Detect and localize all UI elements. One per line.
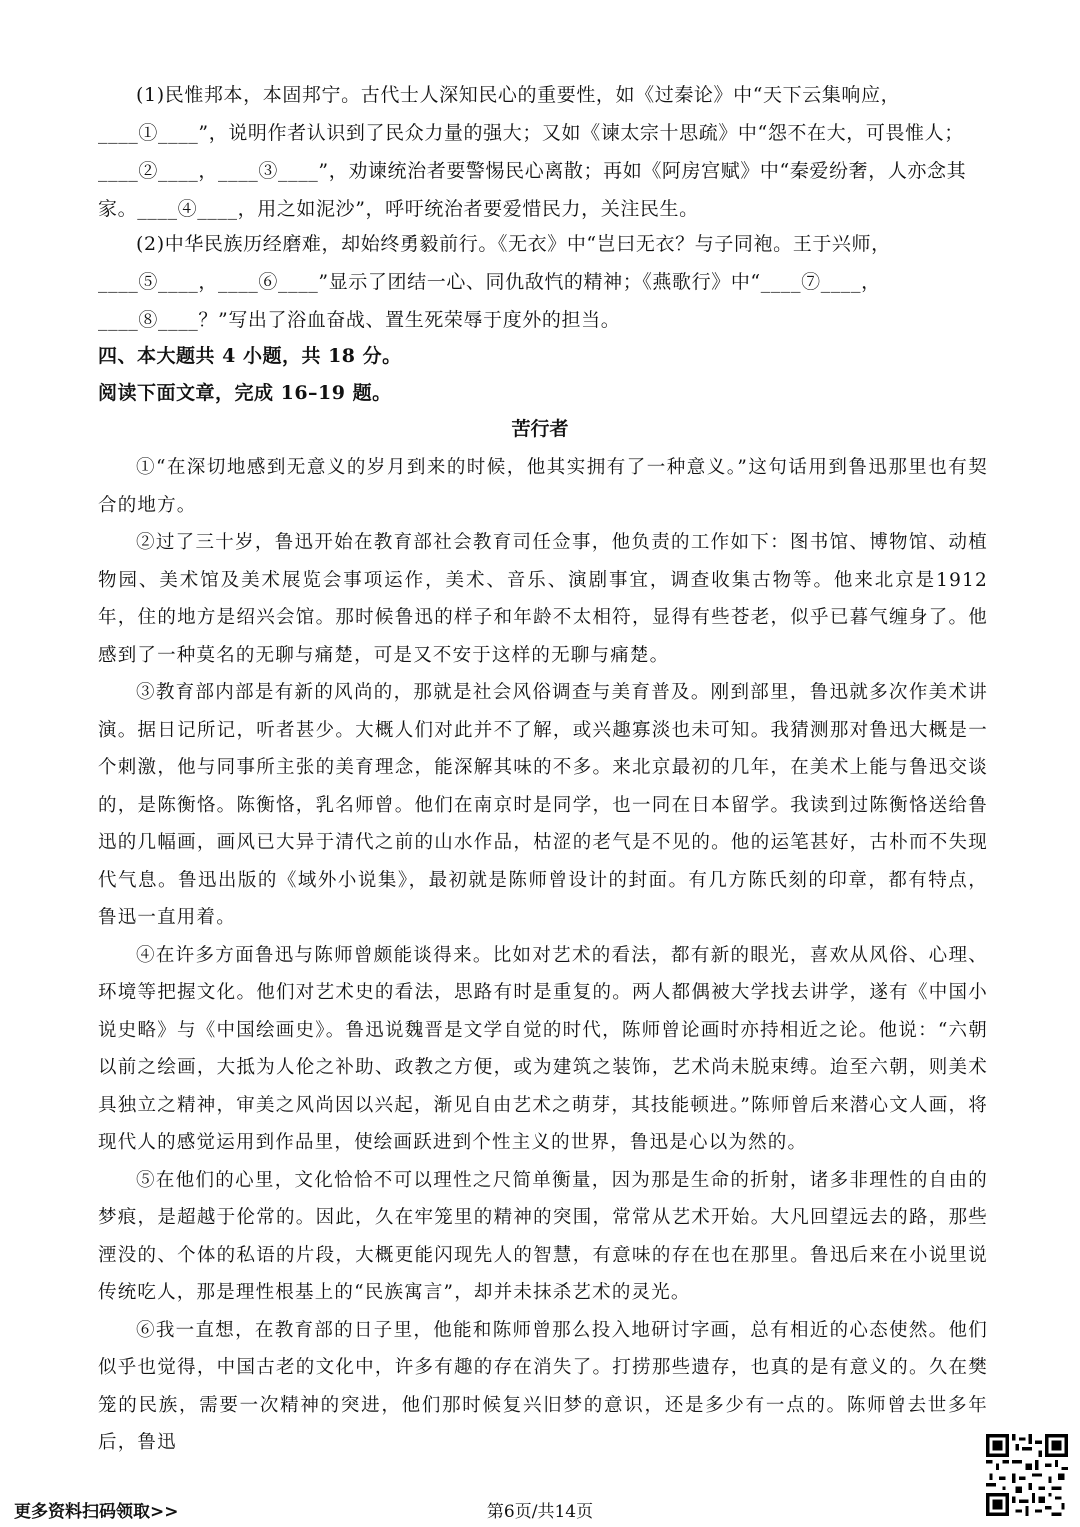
article-paragraph-1: ①“在深切地感到无意义的岁月到来的时候，他其实拥有了一种意义。”这句话用到鲁迅那里也有契合的地方。 bbox=[98, 457, 988, 516]
question-15-part1 bbox=[98, 76, 988, 228]
question-15-part1-text: (1)民惟邦本，本固邦宁。古代士人深知民心的重要性，如《过秦论》中“天下云集响应，____①____”，说明作者认识到了民众力量的强大；又如《谏太宗十思疏》中“怨不在大，可畏惟人；____②____，____③____”，劝谏统治者要警惕民心离散；再如《阿房宫赋》中“秦爱纷奢，人亦念其家。____④____，用之如泥沙”，呼吁统治者要爱惜民力，关注民生。 bbox=[98, 84, 967, 220]
article-paragraph-5: ⑤在他们的心里，文化恰恰不可以理性之尺简单衡量，因为那是生命的折射，诸多非理性的自由的梦痕，是超越于伦常的。因此，久在牢笼里的精神的突围，常常从艺术开始。大凡回望远去的路，那些湮没的、个体的私语的片段，大概更能闪现先人的智慧，有意味的存在也在那里。鲁迅后来在小说里说传统吃人，那是理性根基上的“民族寓言”，却并未抹杀艺术的灵光。 bbox=[98, 1169, 988, 1303]
footer-promo-text: 更多资料扫码领取>> bbox=[14, 1502, 179, 1522]
article-paragraph-4: ④在许多方面鲁迅与陈师曾颇能谈得来。比如对艺术的看法，都有新的眼光，喜欢从风俗、心理、环境等把握文化。他们对艺术史的看法，思路有时是重复的。两人都偶被大学找去讲学，遂有《中国小说史略》与《中国绘画史》。鲁迅说魏晋是文学自觉的时代，陈师曾论画时亦持相近之论。他说：“六朝以前之绘画，大抵为人伦之补助、政教之方便，或为建筑之装饰，艺术尚未脱束缚。迨至六朝，则美术具独立之精神，审美之风尚因以兴起，渐见自由艺术之萌芽，其技能顿进。”陈师曾后来潜心文人画，将现代人的感觉运用到作品里，使绘画跃进到个性主义的世界，鲁迅是心以为然的。 bbox=[98, 944, 988, 1153]
section-heading: 四、本大题共 4 小题，共 18 分。 bbox=[98, 345, 402, 367]
page-number: 第6页/共14页 bbox=[486, 1502, 594, 1522]
article-paragraph-6: ⑥我一直想，在教育部的日子里，他能和陈师曾那么投入地研讨字画，总有相近的心态使然。他们似乎也觉得，中国古老的文化中，许多有趣的存在消失了。打捞那些遗存，也真的是有意义的。久在樊笼的民族，需要一次精神的突进，他们那时候复兴旧梦的意识，还是多少有一点的。陈师曾去世多年后，鲁迅 bbox=[98, 1319, 988, 1453]
question-15-part2-text: (2)中华民族历经磨难，却始终勇毅前行。《无衣》中“岂曰无衣？与子同袍。王于兴师，____⑤____，____⑥____”显示了团结一心、同仇敌忾的精神；《燕歌行》中“____⑦____，____⑧____？”写出了浴血奋战、置生死荣辱于度外的担当。 bbox=[98, 233, 891, 331]
article-title: 苦行者 bbox=[511, 418, 569, 440]
qr-code-icon bbox=[986, 1434, 1068, 1516]
section-instruction: 阅读下面文章，完成 16–19 题。 bbox=[98, 382, 392, 404]
article-body bbox=[98, 449, 988, 1462]
article-paragraph-3: ③教育部内部是有新的风尚的，那就是社会风俗调查与美育普及。刚到部里，鲁迅就多次作美术讲演。据日记所记，听者甚少。大概人们对此并不了解，或兴趣寡淡也未可知。我猜测那对鲁迅大概是一个刺激，他与同事所主张的美育理念，能深解其味的不多。来北京最初的几年，在美术上能与鲁迅交谈的，是陈衡恪。陈衡恪，乳名师曾。他们在南京时是同学，也一同在日本留学。我读到过陈衡恪送给鲁迅的几幅画，画风已大异于清代之前的山水作品，枯涩的老气是不见的。他的运笔甚好，古朴而不失现代气息。鲁迅出版的《域外小说集》，最初就是陈师曾设计的封面。有几方陈氏刻的印章，都有特点，鲁迅一直用着。 bbox=[98, 682, 988, 928]
question-15-part2 bbox=[98, 225, 988, 339]
article-paragraph-2: ②过了三十岁，鲁迅开始在教育部社会教育司任佥事，他负责的工作如下：图书馆、博物馆、动植物园、美术馆及美术展览会事项运作，美术、音乐、演剧事宜，调查收集古物等。他来北京是1912年，住的地方是绍兴会馆。那时候鲁迅的样子和年龄不太相符，显得有些苍老，似乎已暮气缠身了。他感到了一种莫名的无聊与痛楚，可是又不安于这样的无聊与痛楚。 bbox=[98, 532, 988, 666]
